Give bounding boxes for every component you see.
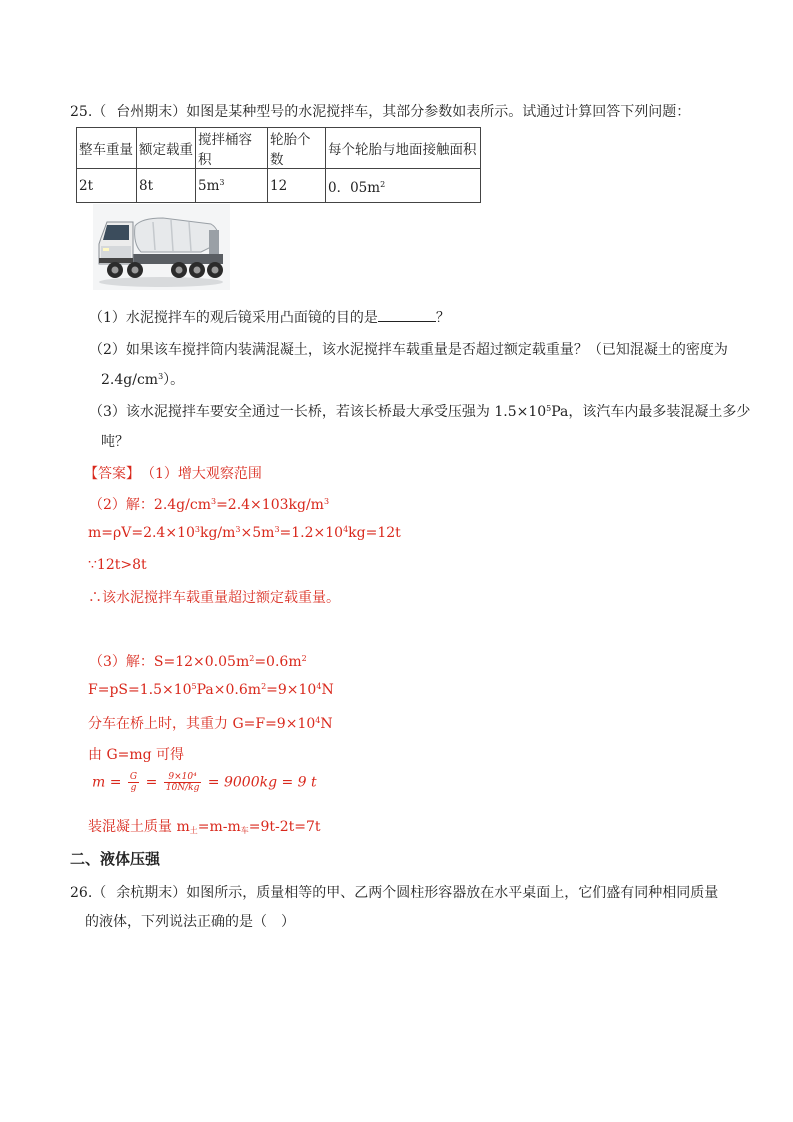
q25-parameter-table	[76, 127, 481, 203]
table-header-cell: 额定载重	[137, 128, 196, 169]
answer-2-line-1: （2）解：$2.4g/cm^3=2.4\times 103kg/m^3$	[89, 497, 330, 513]
cement-mixer-truck-image	[93, 204, 230, 290]
fraction-force-over-gravity: $\frac{\text{9×10⁴}}{10N/kg}$	[165, 772, 200, 793]
table-cell: $5m^3$	[196, 169, 268, 203]
section-title: 二、液体压强	[70, 850, 161, 868]
answer-2-line-2: $m=\rho V=2.4\times 10^3kg/m^3\times 5m^3=1.2\times 10^4kg=12t$	[88, 525, 401, 541]
q25-sub3-line1: （3）该水泥搅拌车要安全通过一长桥，若该长桥最大承受压强为 $1.5\times 10^5Pa$，该汽车内最多装混凝土多少	[89, 404, 751, 420]
table-header-cell: 整车重量	[77, 128, 137, 169]
q25-sub3-line2: 吨？	[101, 434, 129, 450]
answer-2-line-4: ∴该水泥搅拌车载重量超过额定载重量。	[88, 590, 340, 606]
answer-3-line-3: 分车在桥上时，其重力 $G=F=9\times 10^4N$	[88, 716, 333, 732]
q25-sub2-line1: （2）如果该车搅拌筒内装满混凝土，该水泥搅拌车载重量是否超过额定载重量？（已知混凝土的密度为	[89, 342, 728, 358]
table-cell: 8t	[137, 169, 196, 203]
answer-3-line-4: 由 G=mg 可得	[88, 747, 185, 763]
table-cell: 12	[268, 169, 326, 203]
table-value-row	[77, 169, 481, 203]
q26-line2: 的液体，下列说法正确的是（ ）	[85, 914, 295, 930]
q25-sub1: （1）水泥搅拌车的观后镜采用凸面镜的目的是 ？	[89, 310, 450, 326]
table-header-row	[77, 128, 481, 169]
answer-blank	[378, 309, 436, 322]
q26-line1: 26.（ 余杭期末）如图所示，质量相等的甲、乙两个圆柱形容器放在水平桌面上，它们盛有同种相同质量	[70, 885, 719, 901]
answer-3-line-1: （3）解：$S=12\times 0.05m^2=0.6m^2$	[89, 654, 307, 670]
answer-3-line-6: 装混凝土质量 $m_土=m-m_车=9t-2t=7t$	[88, 819, 321, 835]
answer-2-line-3: ∵12t>8t	[88, 557, 147, 573]
table-header-cell: 轮胎个数	[268, 128, 326, 169]
q25-sub2-line2: $2.4g/cm^3$）。	[101, 372, 185, 388]
table-cell: 0．$05m^2$	[326, 169, 481, 203]
answer-3-line-2: $F=pS=1.5\times 10^5Pa\times 0.6m^2=9\times 10^4N$	[88, 682, 334, 698]
answer-3-formula: m = $\frac{G}{g}$ = $\frac{\text{9×10⁴}}{10N/kg}$ = 9000kg = 9 t	[92, 772, 317, 793]
fraction-g-over-g: $\frac{G}{g}$	[129, 772, 138, 793]
table-header-cell: 每个轮胎与地面接触面积	[326, 128, 481, 169]
table-cell: 2t	[77, 169, 137, 203]
table-header-cell: 搅拌桶容积	[196, 128, 268, 169]
answer-line-1: 【答案】 （1）增大观察范围	[84, 466, 262, 482]
answer-tag: 【答案】	[84, 466, 140, 482]
q25-stem: 25.（ 台州期末）如图是某种型号的水泥搅拌车，其部分参数如表所示。试通过计算回答下列问题：	[70, 104, 691, 120]
